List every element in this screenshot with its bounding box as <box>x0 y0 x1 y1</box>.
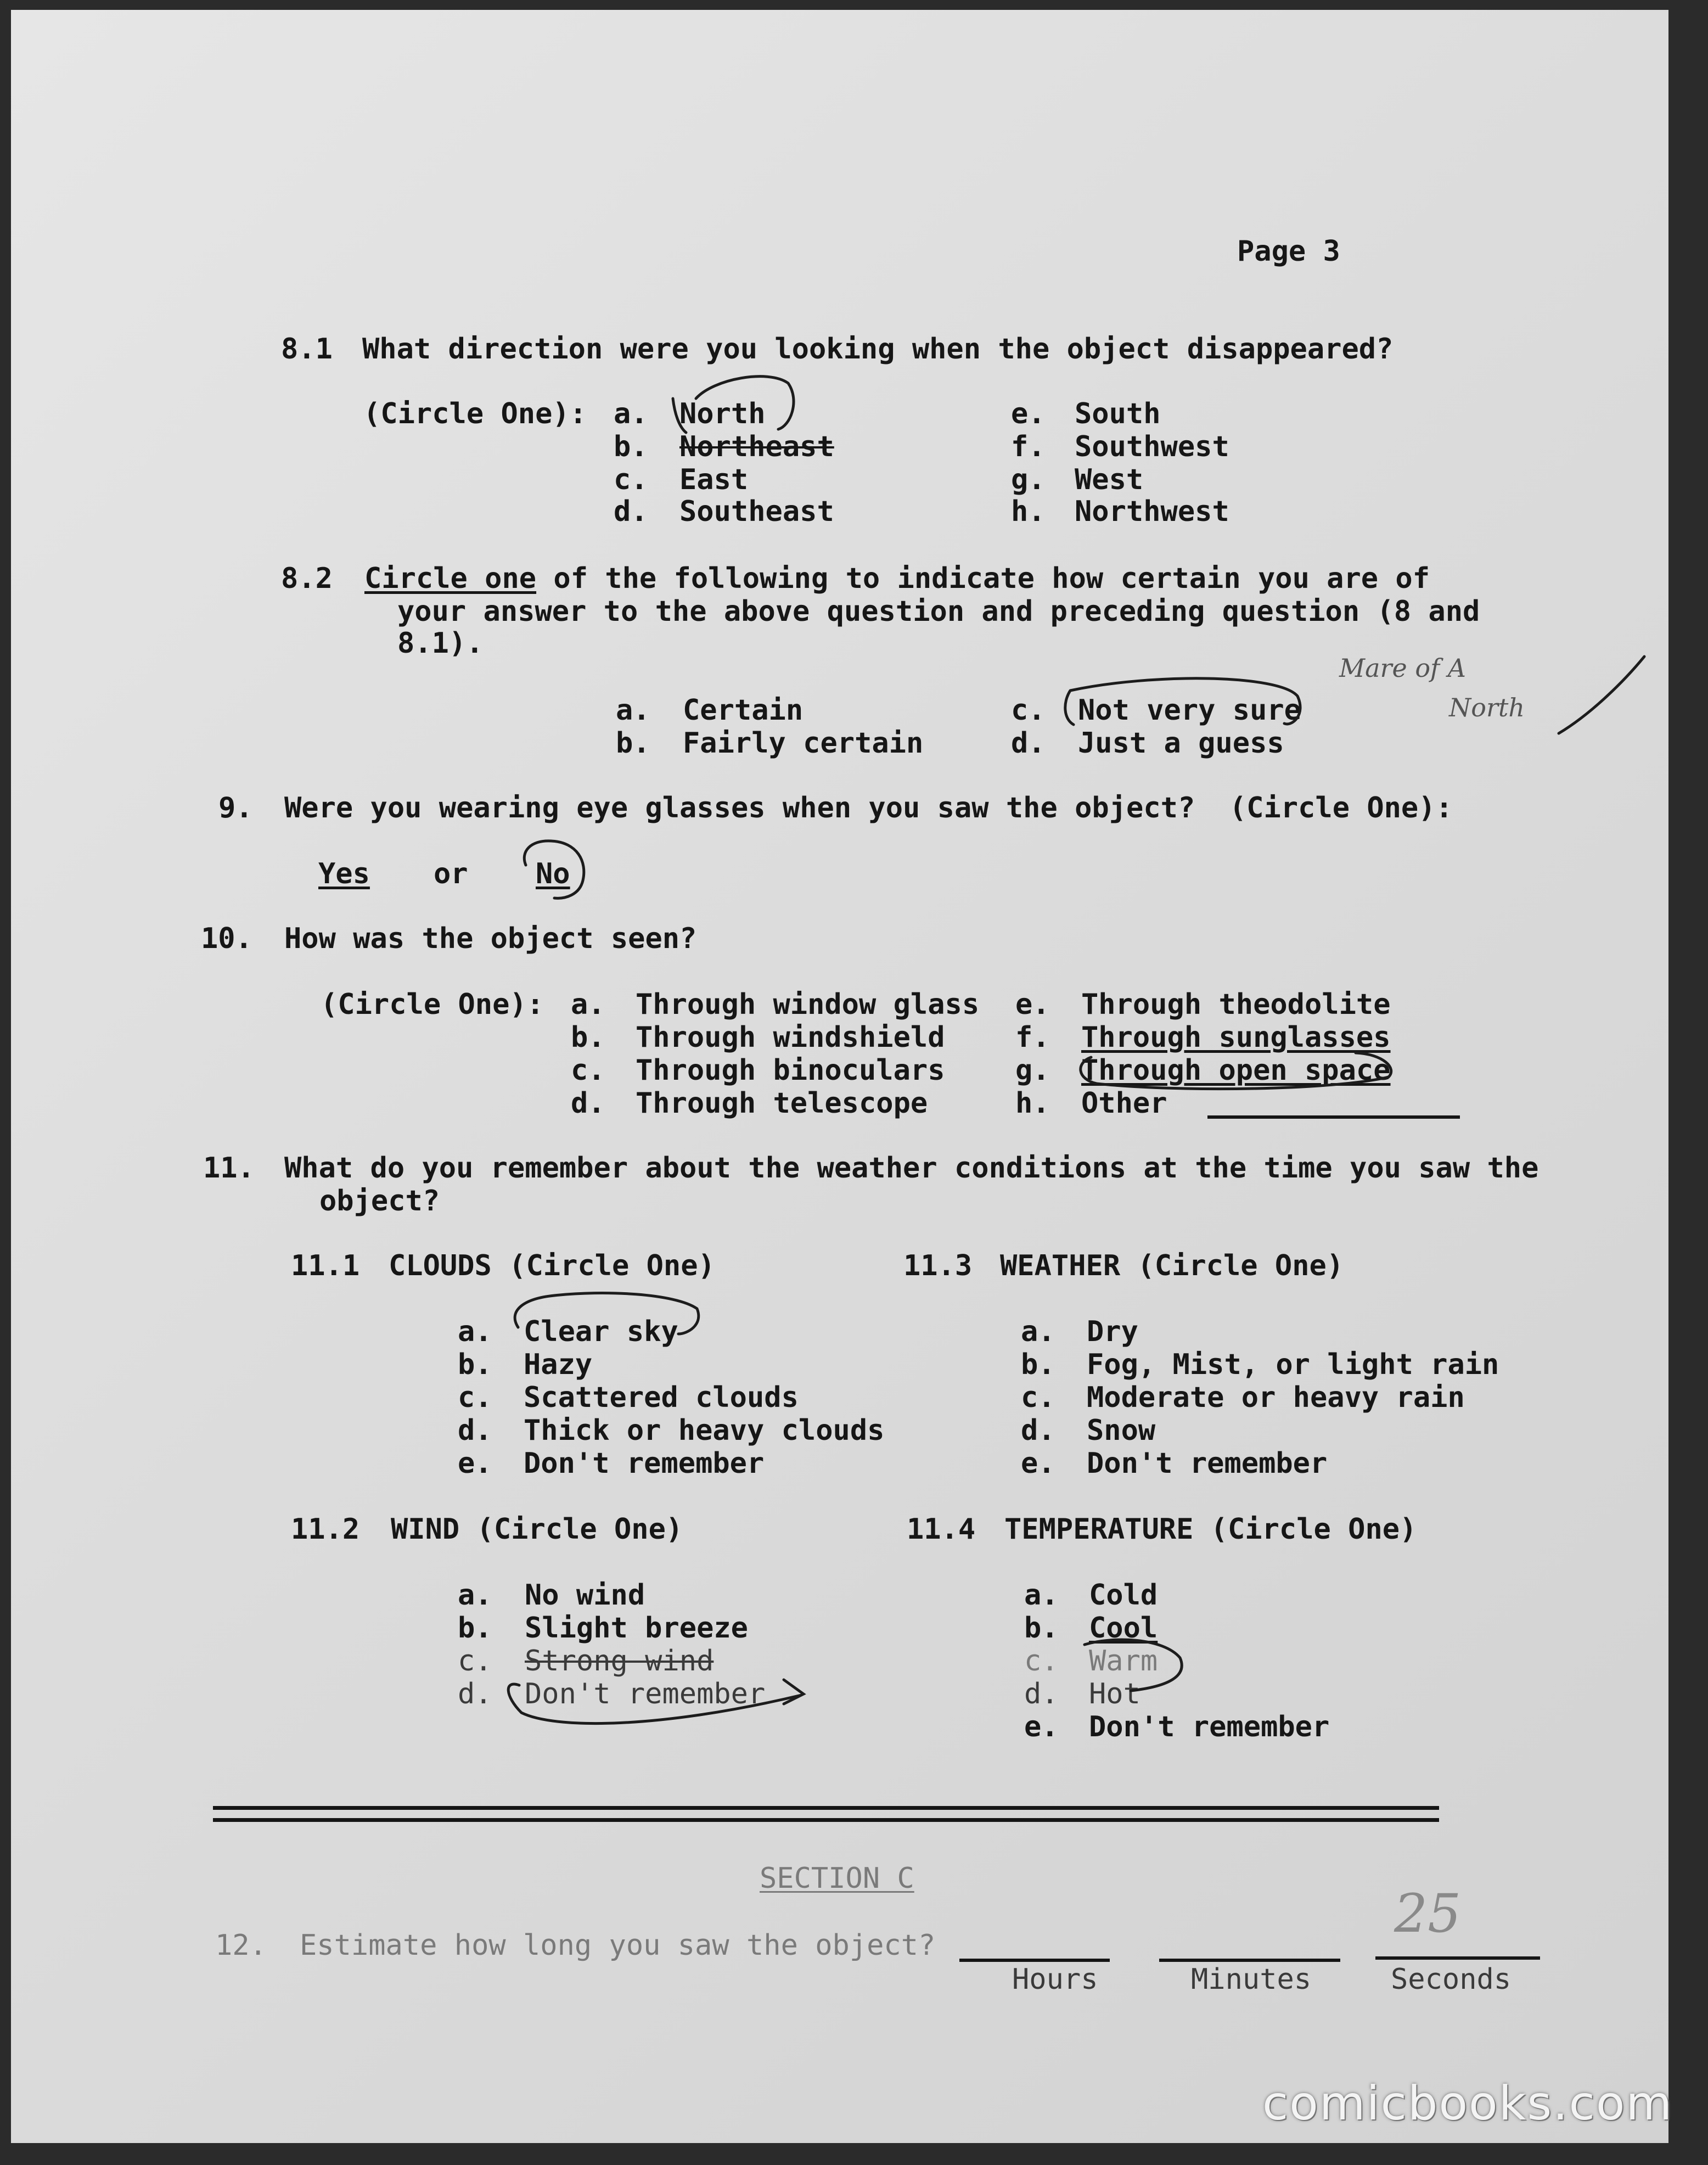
q8-1-option-f: Southwest <box>1075 430 1229 463</box>
clouds-option-d-letter: d. <box>458 1414 492 1447</box>
q9-yes: Yes <box>318 857 370 890</box>
q11-question-line-2: object? <box>319 1185 440 1218</box>
temperature-option-a-letter: a. <box>1024 1579 1059 1612</box>
q8-1-option-g: West <box>1075 463 1144 496</box>
weather-option-a-letter: a. <box>1021 1315 1055 1348</box>
section-divider-bottom <box>213 1818 1439 1822</box>
q8-1-option-b: Northeast <box>679 430 834 463</box>
weather-option-e: Don't remember <box>1087 1447 1328 1480</box>
q8-1-option-f-letter: f. <box>1011 430 1046 463</box>
q12-number: 12. <box>215 1929 267 1962</box>
q8-1-option-a-letter: a. <box>614 397 648 430</box>
q11-1-title: CLOUDS (Circle One) <box>389 1249 715 1282</box>
q10-instruction: (Circle One): <box>321 988 544 1021</box>
q8-2-option-c-letter: c. <box>1011 694 1046 727</box>
q8-1-number: 8.1 <box>281 333 333 366</box>
q8-2-question-line-1: of the following to indicate how certain you are of <box>536 562 1430 595</box>
q8-2-underlined-instruction: Circle one <box>364 562 537 595</box>
q8-2-option-c: Not very sure <box>1078 694 1301 727</box>
q9-question: Were you wearing eye glasses when you saw the object? (Circle One): <box>284 792 1453 825</box>
clouds-option-a-letter: a. <box>458 1315 492 1348</box>
weather-option-c: Moderate or heavy rain <box>1087 1381 1465 1414</box>
q10-question: How was the object seen? <box>284 922 697 955</box>
page-number: Page 3 <box>1237 235 1340 268</box>
q11-1-number: 11.1 <box>291 1249 360 1282</box>
q8-1-option-h: Northwest <box>1075 495 1229 528</box>
q10-option-d-letter: d. <box>571 1087 605 1120</box>
margin-note-line-2: North <box>1449 693 1525 722</box>
q8-1-option-c-letter: c. <box>614 463 648 496</box>
weather-option-d-letter: d. <box>1021 1414 1055 1447</box>
clouds-option-e: Don't remember <box>524 1447 765 1480</box>
q8-2-option-a: Certain <box>683 694 804 727</box>
wind-option-d-letter: d. <box>458 1678 492 1710</box>
wind-option-b-letter: b. <box>458 1612 492 1645</box>
q8-1-question: What direction were you looking when the object disappeared? <box>362 333 1394 366</box>
wind-option-b: Slight breeze <box>525 1612 748 1645</box>
weather-option-a: Dry <box>1087 1315 1138 1348</box>
section-divider-top <box>213 1806 1439 1810</box>
q8-2-option-d-letter: d. <box>1011 727 1046 760</box>
temperature-option-e-letter: e. <box>1024 1710 1059 1743</box>
seconds-handwritten-answer: 25 <box>1394 1883 1462 1944</box>
q10-option-h: Other <box>1081 1087 1167 1120</box>
q10-option-a-letter: a. <box>571 988 605 1021</box>
q8-1-option-e: South <box>1075 397 1161 430</box>
q11-2-title: WIND (Circle One) <box>391 1513 683 1546</box>
clouds-option-a: Clear sky <box>524 1315 678 1348</box>
wind-option-d: Don't remember <box>525 1678 766 1710</box>
q10-option-f: Through sunglasses <box>1081 1021 1391 1054</box>
q10-option-c-letter: c. <box>571 1054 605 1087</box>
q11-4-number: 11.4 <box>907 1513 976 1546</box>
temperature-option-a: Cold <box>1089 1579 1158 1612</box>
q10-option-g: Through open space <box>1081 1054 1391 1087</box>
q10-option-c: Through binoculars <box>636 1054 945 1087</box>
q11-question-line-1: What do you remember about the weather conditions at the time you saw the <box>284 1152 1539 1185</box>
weather-option-b-letter: b. <box>1021 1348 1055 1381</box>
q8-1-option-h-letter: h. <box>1011 495 1046 528</box>
temperature-option-e: Don't remember <box>1089 1710 1330 1743</box>
seconds-blank-line <box>1375 1956 1540 1960</box>
temperature-option-b-letter: b. <box>1024 1612 1059 1645</box>
clouds-option-b: Hazy <box>524 1348 593 1381</box>
q11-2-number: 11.2 <box>291 1513 360 1546</box>
q11-4-title: TEMPERATURE (Circle One) <box>1004 1513 1417 1546</box>
q10-option-e: Through theodolite <box>1081 988 1391 1021</box>
q10-option-b-letter: b. <box>571 1021 605 1054</box>
q11-number: 11. <box>203 1152 255 1185</box>
q10-option-g-letter: g. <box>1015 1054 1050 1087</box>
q8-1-option-d-letter: d. <box>614 495 648 528</box>
q8-2-option-a-letter: a. <box>616 694 650 727</box>
q9-number: 9. <box>218 792 253 825</box>
q10-option-d: Through telescope <box>636 1087 928 1120</box>
clouds-option-c: Scattered clouds <box>524 1381 799 1414</box>
q10-option-a: Through window glass <box>636 988 980 1021</box>
clouds-option-d: Thick or heavy clouds <box>524 1414 885 1447</box>
q8-1-option-a: North <box>679 397 766 430</box>
site-watermark: comicbooks.com <box>1262 2076 1673 2131</box>
seconds-label: Seconds <box>1391 1963 1512 1996</box>
margin-note-line-1: Mare of A <box>1339 653 1466 683</box>
q9-or: or <box>434 857 468 890</box>
wind-option-c-letter: c. <box>458 1645 492 1678</box>
section-c-heading: SECTION C <box>760 1862 914 1895</box>
q8-2-question-line-3: 8.1). <box>397 627 484 660</box>
q8-2-option-d: Just a guess <box>1078 727 1284 760</box>
wind-option-a-letter: a. <box>458 1579 492 1612</box>
q8-1-option-b-letter: b. <box>614 430 648 463</box>
q10-other-blank-line <box>1207 1115 1460 1119</box>
q8-2-question-line-2: your answer to the above question and preceding question (8 and <box>397 595 1480 628</box>
temperature-option-d: Hot <box>1089 1678 1140 1710</box>
q8-2-number: 8.2 <box>281 562 333 595</box>
q10-option-b: Through windshield <box>636 1021 945 1054</box>
weather-option-b: Fog, Mist, or light rain <box>1087 1348 1499 1381</box>
q8-1-option-c: East <box>679 463 749 496</box>
weather-option-d: Snow <box>1087 1414 1156 1447</box>
q8-2-option-b: Fairly certain <box>683 727 924 760</box>
temperature-option-c-letter: c. <box>1024 1645 1059 1678</box>
q10-number: 10. <box>201 922 252 955</box>
hours-blank-line <box>959 1959 1110 1962</box>
q8-1-option-e-letter: e. <box>1011 397 1046 430</box>
weather-option-c-letter: c. <box>1021 1381 1055 1414</box>
minutes-label: Minutes <box>1191 1963 1312 1996</box>
wind-option-a: No wind <box>525 1579 645 1612</box>
wind-option-c: Strong wind <box>525 1645 714 1678</box>
q9-no: No <box>536 857 570 890</box>
q11-3-number: 11.3 <box>903 1249 973 1282</box>
clouds-option-e-letter: e. <box>458 1447 492 1480</box>
q10-option-f-letter: f. <box>1015 1021 1050 1054</box>
temperature-option-d-letter: d. <box>1024 1678 1059 1710</box>
q8-2-option-b-letter: b. <box>616 727 650 760</box>
hours-label: Hours <box>1012 1963 1098 1996</box>
temperature-option-b: Cool <box>1089 1612 1158 1645</box>
clouds-option-b-letter: b. <box>458 1348 492 1381</box>
temperature-option-c: Warm <box>1089 1645 1158 1678</box>
q10-option-e-letter: e. <box>1015 988 1050 1021</box>
minutes-blank-line <box>1159 1959 1340 1962</box>
clouds-option-c-letter: c. <box>458 1381 492 1414</box>
q10-option-h-letter: h. <box>1015 1087 1050 1120</box>
q12-question: Estimate how long you saw the object? <box>300 1929 936 1962</box>
q11-3-title: WEATHER (Circle One) <box>1000 1249 1344 1282</box>
weather-option-e-letter: e. <box>1021 1447 1055 1480</box>
q8-1-option-d: Southeast <box>679 495 834 528</box>
q8-1-option-g-letter: g. <box>1011 463 1046 496</box>
q8-1-instruction: (Circle One): <box>363 397 587 430</box>
